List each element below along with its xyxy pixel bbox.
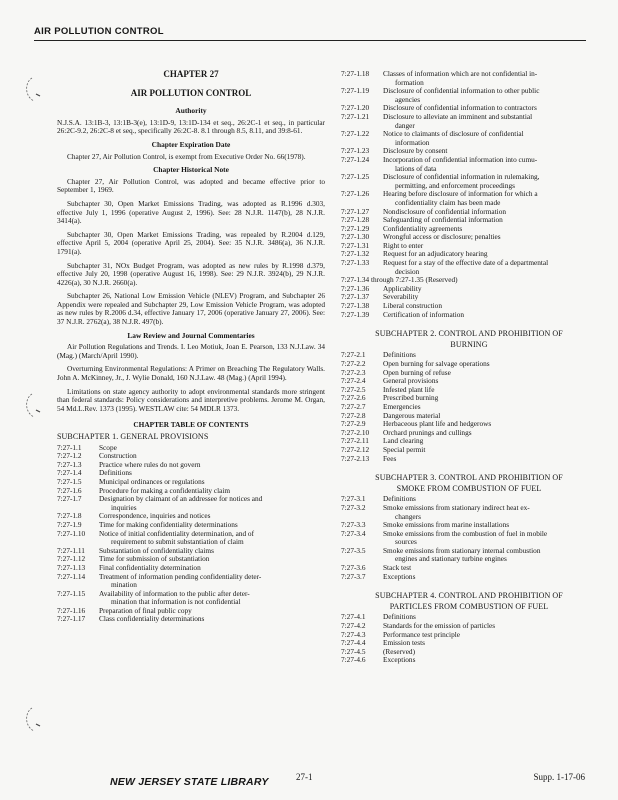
section-title: Municipal ordinances or regulations: [99, 476, 205, 486]
section-number: 7:27-4.3: [341, 629, 366, 639]
section-number: 7:27-1.11: [57, 545, 85, 555]
section-title-wrap: [383, 446, 597, 455]
section-title-wrap: [383, 259, 597, 276]
toc-entry: [341, 302, 597, 311]
toc-entry: [341, 656, 597, 665]
section-title: Prescribed burning: [383, 393, 439, 403]
section-number: 7:27-2.5: [341, 384, 366, 394]
toc-entry: [341, 130, 597, 147]
section-title: Standards for the emission of particles: [383, 621, 496, 631]
section-title: Wrongful access or disclosure; penalties: [383, 232, 501, 242]
toc-entry: [341, 259, 597, 276]
toc-entry: [341, 285, 597, 294]
section-title: Designation by claimant of an addressee for notices and: [99, 494, 263, 504]
section-number: 7:27-1.3: [57, 459, 82, 469]
section-title: Disclosure of confidential information in rulemaking,: [383, 172, 540, 182]
toc-entry: [341, 573, 597, 582]
history-paragraph: Chapter 27, Air Pollution Control, was adopted and became effective prior to September 1, 1969.: [57, 176, 325, 195]
section-number: 7:27-1.4: [57, 468, 82, 478]
section-number: 7:27-2.9: [341, 419, 366, 429]
expiration-text: Chapter 27, Air Pollution Control, is exempt from Executive Order No. 66(1978).: [67, 151, 306, 161]
section-title-wrap: [99, 461, 325, 470]
section-number: 7:27-1.6: [57, 485, 82, 495]
chapter-title: AIR POLLUTION CONTROL: [130, 87, 252, 98]
section-title: Nondisclosure of confidential information: [383, 206, 507, 216]
section-title: Smoke emissions from stationary internal combustion: [383, 545, 541, 555]
section-title: Availability of information to the public after deter-: [99, 588, 250, 598]
section-title-wrap: [383, 530, 597, 547]
section-title-continued: requirement to submit substantiation of claim: [111, 537, 244, 547]
toc-entry: [341, 437, 597, 446]
toc-entry: [341, 455, 597, 464]
section-number: 7:27-1.14: [57, 571, 86, 581]
toc-entry: [341, 156, 597, 173]
toc-entry: [341, 504, 597, 521]
section-title-wrap: [99, 615, 325, 624]
toc-entry: [341, 369, 597, 378]
running-head: AIR POLLUTION CONTROL: [34, 26, 164, 37]
section-title-continued: mination: [111, 580, 137, 590]
toc-entry: [341, 113, 597, 130]
section-number: 7:27-1.13: [57, 562, 86, 572]
section-title: Time for making confidentiality determinations: [99, 519, 238, 529]
section-number: 7:27-1.22: [341, 129, 370, 139]
supplement-date: Supp. 1-17-06: [533, 772, 585, 782]
section-title-continued: formation: [395, 77, 424, 87]
section-number: 7:27-1.15: [57, 588, 86, 598]
toc-entry: [341, 360, 597, 369]
section-title: Severability: [383, 292, 419, 302]
section-title: Request for a stay of the effective date of a departmental: [383, 258, 549, 268]
section-number: 7:27-4.1: [341, 612, 366, 622]
history-paragraph: Subchapter 26, National Low Emission Vehicle (NLEV) Program, and Subchapter 26 Appendix were repealed and Subchapter 29, Low Emission Vehicle Program, was adopted as new rules by R.2006 d.34, effective January 17, 2006 (operative January 27, 2006). See: 37 N.J.R. 2762(a), 38 N.J.R. 497(b).: [57, 291, 325, 327]
section-number: 7:27-1.7: [57, 494, 82, 504]
section-number: 7:27-4.6: [341, 655, 366, 665]
history-paragraph: Subchapter 31, NOx Budget Program, was adopted as new rules by R.1998 d.379, effective July 20, 1998 (operative August 16, 1998). See: 29 N.J.R. 3924(b), 29 N.J.R. 4226(a), 30 N.J.R. 2660(a).: [57, 260, 325, 287]
section-title: 7:27-1.34 through 7:27-1.35 (Reserved): [341, 275, 458, 285]
punch-hole-bottom-icon: [22, 706, 44, 734]
section-title: Incorporation of confidential information into cumu-: [383, 154, 538, 164]
section-number: 7:27-3.1: [341, 494, 366, 504]
section-title-wrap: [99, 530, 325, 547]
section-title: Classes of information which are not confidential in-: [383, 69, 538, 78]
toc-entry: [341, 276, 597, 285]
section-title: Safeguarding of confidential information: [383, 215, 503, 225]
section-title: Disclosure of confidential information to other public: [383, 86, 540, 96]
section-number: 7:27-1.20: [341, 103, 370, 113]
toc-entry: [341, 622, 597, 631]
section-title: Smoke emissions from marine installations: [383, 520, 510, 530]
section-title: Definitions: [99, 468, 132, 478]
section-number: 7:27-1.16: [57, 605, 86, 615]
section-title: Class confidentiality determinations: [99, 614, 205, 624]
section-title: Scope: [99, 442, 117, 452]
section-number: 7:27-3.7: [341, 571, 366, 581]
subchapter2-title-line1: SUBCHAPTER 2. CONTROL AND PROHIBITION OF: [375, 329, 563, 339]
section-title: Performance test principle: [383, 629, 460, 639]
section-title: Exceptions: [383, 571, 416, 581]
section-title: Open burning of refuse: [383, 367, 451, 377]
section-title: Definitions: [383, 350, 416, 360]
section-title-wrap: [383, 639, 597, 648]
toc-entry: [341, 631, 597, 640]
authority-text: N.J.S.A. 13:1B-3, 13:1B-3(e), 13:1D-9, 13:1D-134 et seq., 26:2C-1 et seq., in particular 26:2C-9.2, 26:2C-8 et seq., specifically 26:2C-8. 8.1 through 8.5, 8.11, and 39:8-61.: [57, 117, 325, 136]
section-number: 7:27-4.4: [341, 638, 366, 648]
section-title-wrap: [383, 70, 597, 87]
section-title: Disclosure of confidential information to contractors: [383, 103, 537, 113]
section-number: 7:27-1.26: [341, 189, 370, 199]
section-title: Exceptions: [383, 655, 416, 665]
section-title: Dangerous material: [383, 410, 441, 420]
section-title-continued: confidentiality claim has been made: [395, 197, 501, 207]
section-title-wrap: [383, 547, 597, 564]
section-title: Substantiation of confidentiality claims: [99, 545, 214, 555]
toc-entry: [341, 190, 597, 207]
section-title: Certification of information: [383, 309, 465, 319]
section-title-wrap: [383, 113, 597, 130]
section-number: 7:27-1.17: [57, 614, 86, 624]
section-title-continued: danger: [395, 120, 415, 130]
section-number: 7:27-1.8: [57, 511, 82, 521]
section-number: 7:27-1.36: [341, 283, 370, 293]
section-title: Herbaceous plant life and hedgerows: [383, 419, 492, 429]
section-title: Construction: [99, 451, 137, 461]
section-title: Emission tests: [383, 638, 425, 648]
section-number: 7:27-2.12: [341, 444, 370, 454]
section-number: 7:27-1.28: [341, 215, 370, 225]
section-number: 7:27-1.24: [341, 154, 370, 164]
section-title: General provisions: [383, 376, 439, 386]
section-number: 7:27-1.19: [341, 86, 370, 96]
toc-entry: [57, 573, 325, 590]
toc-entry: [341, 377, 597, 386]
section-title: Time for submission of substantiation: [99, 554, 210, 564]
section-title: Preparation of final public copy: [99, 605, 192, 615]
section-title-continued: inquiries: [111, 502, 137, 512]
toc-entry: [57, 444, 325, 453]
section-number: 7:27-2.2: [341, 359, 366, 368]
section-title-wrap: [341, 276, 597, 285]
toc-list-subchapter3: [341, 495, 597, 581]
section-number: 7:27-3.2: [341, 502, 366, 512]
section-title: Emergencies: [383, 401, 421, 411]
section-title: Infested plant life: [383, 384, 435, 394]
authority-heading: Authority: [175, 106, 207, 116]
section-title-continued: engines and stationary turbine engines: [395, 554, 507, 564]
section-number: 7:27-3.3: [341, 520, 366, 530]
section-title-wrap: [99, 590, 325, 607]
section-title: Request for an adjudicatory hearing: [383, 249, 488, 259]
section-number: 7:27-1.5: [57, 476, 82, 486]
section-number: 7:27-1.9: [57, 519, 82, 529]
section-title-continued: agencies: [395, 94, 421, 104]
section-number: 7:27-4.2: [341, 621, 366, 631]
section-title-wrap: [383, 311, 597, 320]
section-number: 7:27-1.32: [341, 249, 370, 259]
toc-entry: [341, 173, 597, 190]
section-title-wrap: [383, 190, 597, 207]
toc-entry: [341, 70, 597, 87]
chapter-number: CHAPTER 27: [163, 69, 219, 79]
section-title: Practice where rules do not govern: [99, 459, 201, 469]
section-title-continued: decision: [395, 266, 420, 276]
section-number: 7:27-1.27: [341, 206, 370, 216]
law-review-paragraph: Air Pollution Regulations and Trends. I. Leo Motiuk, Joan E. Pearson, 133 N.J.Law. 34 (Mag.) (March/April 1990).: [57, 342, 325, 360]
section-number: 7:27-1.30: [341, 232, 370, 242]
toc-heading: CHAPTER TABLE OF CONTENTS: [133, 420, 249, 430]
toc-entry: [341, 547, 597, 564]
section-title-wrap: [383, 156, 597, 173]
section-title-wrap: [383, 504, 597, 521]
punch-hole-top-icon: [22, 76, 44, 104]
section-title-continued: sources: [395, 537, 417, 547]
section-title-wrap: [383, 455, 597, 464]
section-title: Smoke emissions from the combustion of fuel in mobile: [383, 528, 548, 538]
toc-entry: [57, 615, 325, 624]
section-title: Orchard prunings and cullings: [383, 427, 472, 437]
section-number: 7:27-1.12: [57, 554, 86, 564]
section-number: 7:27-3.4: [341, 528, 366, 538]
section-title-wrap: [383, 656, 597, 665]
section-number: 7:27-1.25: [341, 172, 370, 182]
left-column: [57, 70, 325, 624]
toc-entry: [341, 446, 597, 455]
toc-list-right: [341, 70, 597, 319]
section-title: Right to enter: [383, 240, 424, 250]
toc-entry: [341, 648, 597, 657]
section-title: (Reserved): [383, 646, 416, 656]
history-paragraph: Subchapter 30, Open Market Emissions Trading, was adopted as R.1996 d.303, effective July 1, 1996 (operative August 2, 1996). See: 28 N.J.R. 1147(b), 28 N.J.R. 3414(a).: [57, 198, 325, 226]
section-number: 7:27-1.23: [341, 146, 370, 156]
section-number: 7:27-1.18: [341, 69, 370, 78]
subchapter4-title-line2: PARTICLES FROM COMBUSTION OF FUEL: [389, 601, 549, 611]
toc-entry: [341, 293, 597, 302]
section-title-wrap: [383, 573, 597, 582]
section-number: 7:27-4.5: [341, 646, 366, 656]
toc-list-subchapter4: [341, 613, 597, 665]
section-title: Disclosure by consent: [383, 146, 448, 156]
section-number: 7:27-1.29: [341, 223, 370, 233]
library-stamp: NEW JERSEY STATE LIBRARY: [110, 776, 269, 788]
section-number: 7:27-1.37: [341, 292, 370, 302]
toc-entry: [341, 403, 597, 412]
toc-entry: [57, 530, 325, 547]
section-number: 7:27-3.6: [341, 563, 366, 573]
section-title-continued: permitting, and enforcement proceedings: [395, 180, 515, 190]
toc-entry: [341, 87, 597, 104]
section-number: 7:27-2.3: [341, 367, 366, 377]
toc-list-left: [57, 444, 325, 624]
section-title: Treatment of information pending confidentiality deter-: [99, 571, 262, 581]
punch-hole-middle-icon: [22, 392, 44, 420]
toc-list-subchapter2: [341, 351, 597, 463]
section-title: Land clearing: [383, 436, 424, 446]
section-title: Open burning for salvage operations: [383, 359, 490, 368]
toc-entry: [341, 429, 597, 438]
section-number: 7:27-2.10: [341, 427, 370, 437]
section-title: Final confidentiality determination: [99, 562, 201, 572]
toc-entry: [341, 311, 597, 320]
section-number: 7:27-1.33: [341, 258, 370, 268]
toc-entry: [341, 530, 597, 547]
section-number: 7:27-2.1: [341, 350, 366, 360]
history-heading: Chapter Historical Note: [153, 165, 229, 175]
toc-entry: [341, 564, 597, 573]
subchapter1-title: SUBCHAPTER 1. GENERAL PROVISIONS: [57, 432, 209, 441]
section-title-continued: lations of data: [395, 163, 437, 173]
section-title: Fees: [383, 453, 397, 463]
toc-entry: [341, 233, 597, 242]
section-title-wrap: [383, 130, 597, 147]
section-title: Smoke emissions from stationary indirect heat ex-: [383, 502, 530, 512]
section-number: 7:27-2.7: [341, 401, 366, 411]
section-number: 7:27-2.6: [341, 393, 366, 403]
section-title-wrap: [383, 173, 597, 190]
subchapter3-title-line2: SMOKE FROM COMBUSTION OF FUEL: [396, 483, 542, 493]
section-title-wrap: [99, 495, 325, 512]
section-title: Notice of initial confidentiality determination, and of: [99, 528, 255, 538]
section-number: 7:27-2.11: [341, 436, 369, 446]
toc-entry: [341, 639, 597, 648]
law-review-heading: Law Review and Journal Commentaries: [127, 330, 255, 340]
section-title: Correspondence, inquiries and notices: [99, 511, 211, 521]
section-number: 7:27-3.5: [341, 545, 366, 555]
toc-entry: [57, 590, 325, 607]
section-title: Notice to claimants of disclosure of confidential: [383, 129, 524, 139]
subchapter4-title-line1: SUBCHAPTER 4. CONTROL AND PROHIBITION OF: [375, 591, 563, 601]
header-rule: [34, 40, 586, 41]
subchapter2-title-line2: BURNING: [450, 339, 488, 349]
section-title-wrap: [383, 87, 597, 104]
subchapter3-title-line1: SUBCHAPTER 3. CONTROL AND PROHIBITION OF: [375, 473, 563, 483]
law-review-paragraph: Overturning Environmental Regulations: A Primer on Breaching The Regulatory Walls. John A. McKinney, Jr., J. Wylie Donald, 160 N.J.Law. 48 (Mag.) (April 1994).: [57, 364, 325, 383]
toc-entry: [57, 461, 325, 470]
section-number: 7:27-1.31: [341, 240, 370, 250]
section-title: Procedure for making a confidentiality claim: [99, 485, 231, 495]
section-number: 7:27-2.13: [341, 453, 370, 463]
section-title-continued: changers: [395, 511, 421, 521]
toc-entry: [341, 386, 597, 395]
section-number: 7:27-1.39: [341, 309, 370, 319]
section-title: Definitions: [383, 494, 416, 504]
toc-entry: [341, 394, 597, 403]
section-title-continued: mination that information is not confidential: [111, 597, 241, 607]
section-title: Special permit: [383, 444, 426, 454]
page-number: 27-1: [296, 772, 313, 782]
section-number: 7:27-1.21: [341, 111, 370, 121]
section-number: 7:27-2.8: [341, 410, 366, 420]
toc-entry: [341, 216, 597, 225]
section-title-wrap: [99, 573, 325, 590]
section-title: Hearing before disclosure of information for which a: [383, 189, 538, 199]
section-title: Definitions: [383, 612, 416, 622]
toc-entry: [57, 495, 325, 512]
section-title: Disclosure to alleviate an imminent and substantial: [383, 111, 533, 121]
section-number: 7:27-1.1: [57, 442, 82, 452]
section-number: 7:27-2.4: [341, 376, 366, 386]
section-number: 7:27-1.2: [57, 451, 82, 461]
section-title: Liberal construction: [383, 301, 442, 311]
section-title: Applicability: [383, 283, 422, 293]
expiration-heading: Chapter Expiration Date: [151, 139, 231, 149]
history-paragraph: Subchapter 30, Open Market Emissions Trading, was repealed by R.2004 d.129, effective April 5, 2004 (operative April 25, 2004). See: 35 N.J.R. 3486(a), 36 N.J.R. 1791(a).: [57, 229, 325, 256]
right-column: [341, 70, 597, 665]
section-number: 7:27-1.10: [57, 528, 86, 538]
section-number: 7:27-1.38: [341, 301, 370, 311]
section-title: Confidentiality agreements: [383, 223, 463, 233]
section-title: Stack test: [383, 563, 412, 573]
law-review-paragraph: Limitations on state agency authority to adopt environmental standards more stringent than federal standards: Policy considerations and interpretive problems. Jerome M. Organ, 54 Md.L.Rev. 1373 (1995). WESTLAW cite: 54 MDLR 1373.: [57, 386, 325, 413]
section-title-continued: information: [395, 137, 430, 147]
